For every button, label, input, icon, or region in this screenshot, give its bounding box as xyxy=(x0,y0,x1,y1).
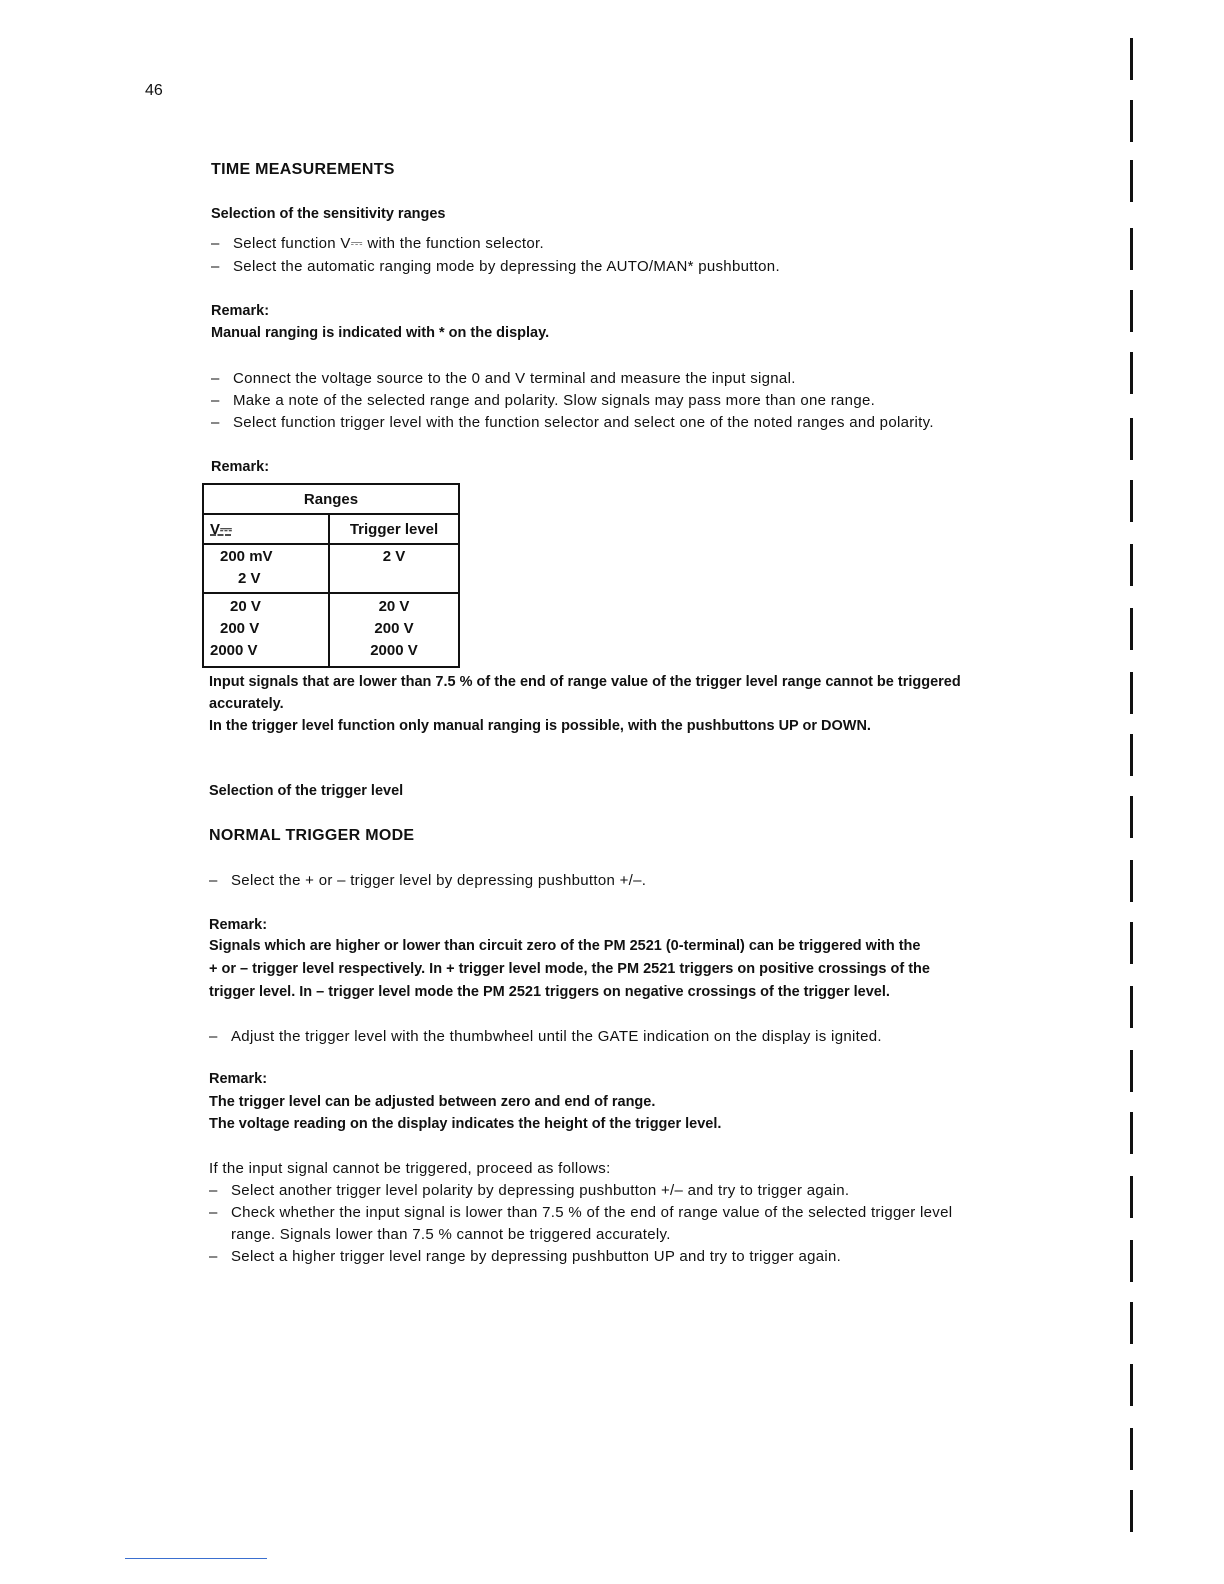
remark-label: Remark: xyxy=(209,917,268,933)
trigger-level-heading: Selection of the trigger level xyxy=(209,783,404,799)
procedure-step xyxy=(209,1248,841,1265)
remark-line: The trigger level can be adjusted between zero and end of range. xyxy=(209,1094,656,1110)
col-header-trigger-level: Trigger level xyxy=(329,514,459,544)
procedure-step-cont xyxy=(209,1226,671,1243)
binding-mark xyxy=(1130,100,1133,142)
binding-mark xyxy=(1130,796,1133,838)
table-row xyxy=(203,544,459,593)
col-header-voltage xyxy=(203,514,329,544)
table-row xyxy=(203,593,459,667)
remark-line: + or – trigger level respectively. In + trigger level mode, the PM 2521 triggers on positive crossings of the xyxy=(209,961,930,977)
step-text: Select function trigger level with the function selector and select one of the noted ranges and polarity. xyxy=(233,414,934,431)
binding-mark xyxy=(1130,922,1133,964)
normal-trigger-mode-heading: NORMAL TRIGGER MODE xyxy=(209,827,415,844)
binding-mark xyxy=(1130,480,1133,522)
binding-mark xyxy=(1130,544,1133,586)
footer-rule xyxy=(125,1558,267,1559)
remark-manual-ranging: Manual ranging is indicated with * on the display. xyxy=(211,325,550,341)
trigger-value: 2 V xyxy=(382,548,406,565)
dash: – xyxy=(211,414,220,431)
step-text: Make a note of the selected range and polarity. Slow signals may pass more than one range. xyxy=(233,392,876,409)
note-lower-signals-cont: accurately. xyxy=(209,696,284,712)
step-text: range. Signals lower than 7.5 % cannot be triggered accurately. xyxy=(231,1226,671,1243)
binding-mark xyxy=(1130,290,1133,332)
dash: – xyxy=(209,1204,218,1221)
binding-mark xyxy=(1130,38,1133,80)
ranges-table xyxy=(202,483,460,668)
table-title: Ranges xyxy=(203,484,459,514)
trigger-cell xyxy=(329,593,459,667)
note-manual-ranging: In the trigger level function only manual ranging is possible, with the pushbuttons UP or DOWN. xyxy=(209,718,871,734)
binding-mark xyxy=(1130,608,1133,650)
remark-label: Remark: xyxy=(209,1071,268,1087)
binding-mark xyxy=(1130,1490,1133,1532)
trigger-value: 20 V xyxy=(378,598,410,615)
step-text: Select a higher trigger level range by depressing pushbutton UP and try to trigger again. xyxy=(231,1248,842,1265)
dash: – xyxy=(211,370,220,387)
dash: – xyxy=(209,1248,218,1265)
dash: – xyxy=(209,1182,218,1199)
binding-mark xyxy=(1130,418,1133,460)
step-connect-source xyxy=(211,370,796,387)
binding-mark xyxy=(1130,1112,1133,1154)
binding-mark xyxy=(1130,1176,1133,1218)
step-select-function xyxy=(211,235,544,252)
trigger-value: 2000 V xyxy=(370,642,418,659)
table-title-row xyxy=(203,484,459,514)
binding-mark xyxy=(1130,1240,1133,1282)
step-note-range xyxy=(211,392,875,409)
binding-mark xyxy=(1130,1302,1133,1344)
procedure-intro: If the input signal cannot be triggered, proceed as follows: xyxy=(209,1160,611,1177)
procedure-step xyxy=(209,1204,952,1221)
note-lower-signals: Input signals that are lower than 7.5 % of the end of range value of the trigger level range cannot be triggered xyxy=(209,674,961,690)
step-select-trigger-level xyxy=(211,414,934,431)
remark-label: Remark: xyxy=(211,459,270,475)
procedure-step xyxy=(209,1182,849,1199)
page-number: 46 xyxy=(145,82,163,99)
step-text: Adjust the trigger level with the thumbwheel until the GATE indication on the display is ignited. xyxy=(231,1028,882,1045)
range-cell xyxy=(203,544,329,593)
step-text: Select another trigger level polarity by depressing pushbutton +/– and try to trigger again. xyxy=(231,1182,850,1199)
range-value: 2 V xyxy=(238,570,261,587)
dash: – xyxy=(211,235,220,252)
binding-mark xyxy=(1130,986,1133,1028)
step-text: Select function V⎓ with the function selector. xyxy=(233,235,544,252)
dash: – xyxy=(209,1028,218,1045)
voltage-symbol: V⎓ xyxy=(210,520,232,538)
step-text: Check whether the input signal is lower than 7.5 % of the end of range value of the selected trigger level xyxy=(231,1204,953,1221)
binding-mark xyxy=(1130,228,1133,270)
table-header-row xyxy=(203,514,459,544)
binding-mark xyxy=(1130,352,1133,394)
step-text: Select the + or – trigger level by depressing pushbutton +/–. xyxy=(231,872,647,889)
binding-mark xyxy=(1130,860,1133,902)
remark-label: Remark: xyxy=(211,303,270,319)
step-adjust-thumbwheel xyxy=(209,1028,882,1045)
range-value: 200 V xyxy=(220,620,260,637)
dash: – xyxy=(211,258,220,275)
range-value: 2000 V xyxy=(210,642,258,659)
dash: – xyxy=(211,392,220,409)
trigger-value: 200 V xyxy=(374,620,414,637)
step-auto-ranging xyxy=(211,258,780,275)
range-value: 200 mV xyxy=(220,548,273,565)
step-text: Select the automatic ranging mode by depressing the AUTO/MAN* pushbutton. xyxy=(233,258,780,275)
binding-mark xyxy=(1130,160,1133,202)
step-text: Connect the voltage source to the 0 and V terminal and measure the input signal. xyxy=(233,370,796,387)
range-cell xyxy=(203,593,329,667)
sensitivity-heading: Selection of the sensitivity ranges xyxy=(211,206,446,222)
remark-line: trigger level. In – trigger level mode the PM 2521 triggers on negative crossings of the trigger level. xyxy=(209,984,890,1000)
binding-mark xyxy=(1130,734,1133,776)
binding-mark xyxy=(1130,1050,1133,1092)
trigger-cell xyxy=(329,544,459,593)
binding-mark xyxy=(1130,672,1133,714)
range-value: 20 V xyxy=(230,598,261,615)
dash: – xyxy=(209,872,218,889)
section-title: TIME MEASUREMENTS xyxy=(211,161,395,178)
remark-line: Signals which are higher or lower than circuit zero of the PM 2521 (0-terminal) can be triggered with the xyxy=(209,938,921,954)
step-select-polarity xyxy=(209,872,646,889)
binding-mark xyxy=(1130,1428,1133,1470)
remark-line: The voltage reading on the display indicates the height of the trigger level. xyxy=(209,1116,722,1132)
binding-mark xyxy=(1130,1364,1133,1406)
